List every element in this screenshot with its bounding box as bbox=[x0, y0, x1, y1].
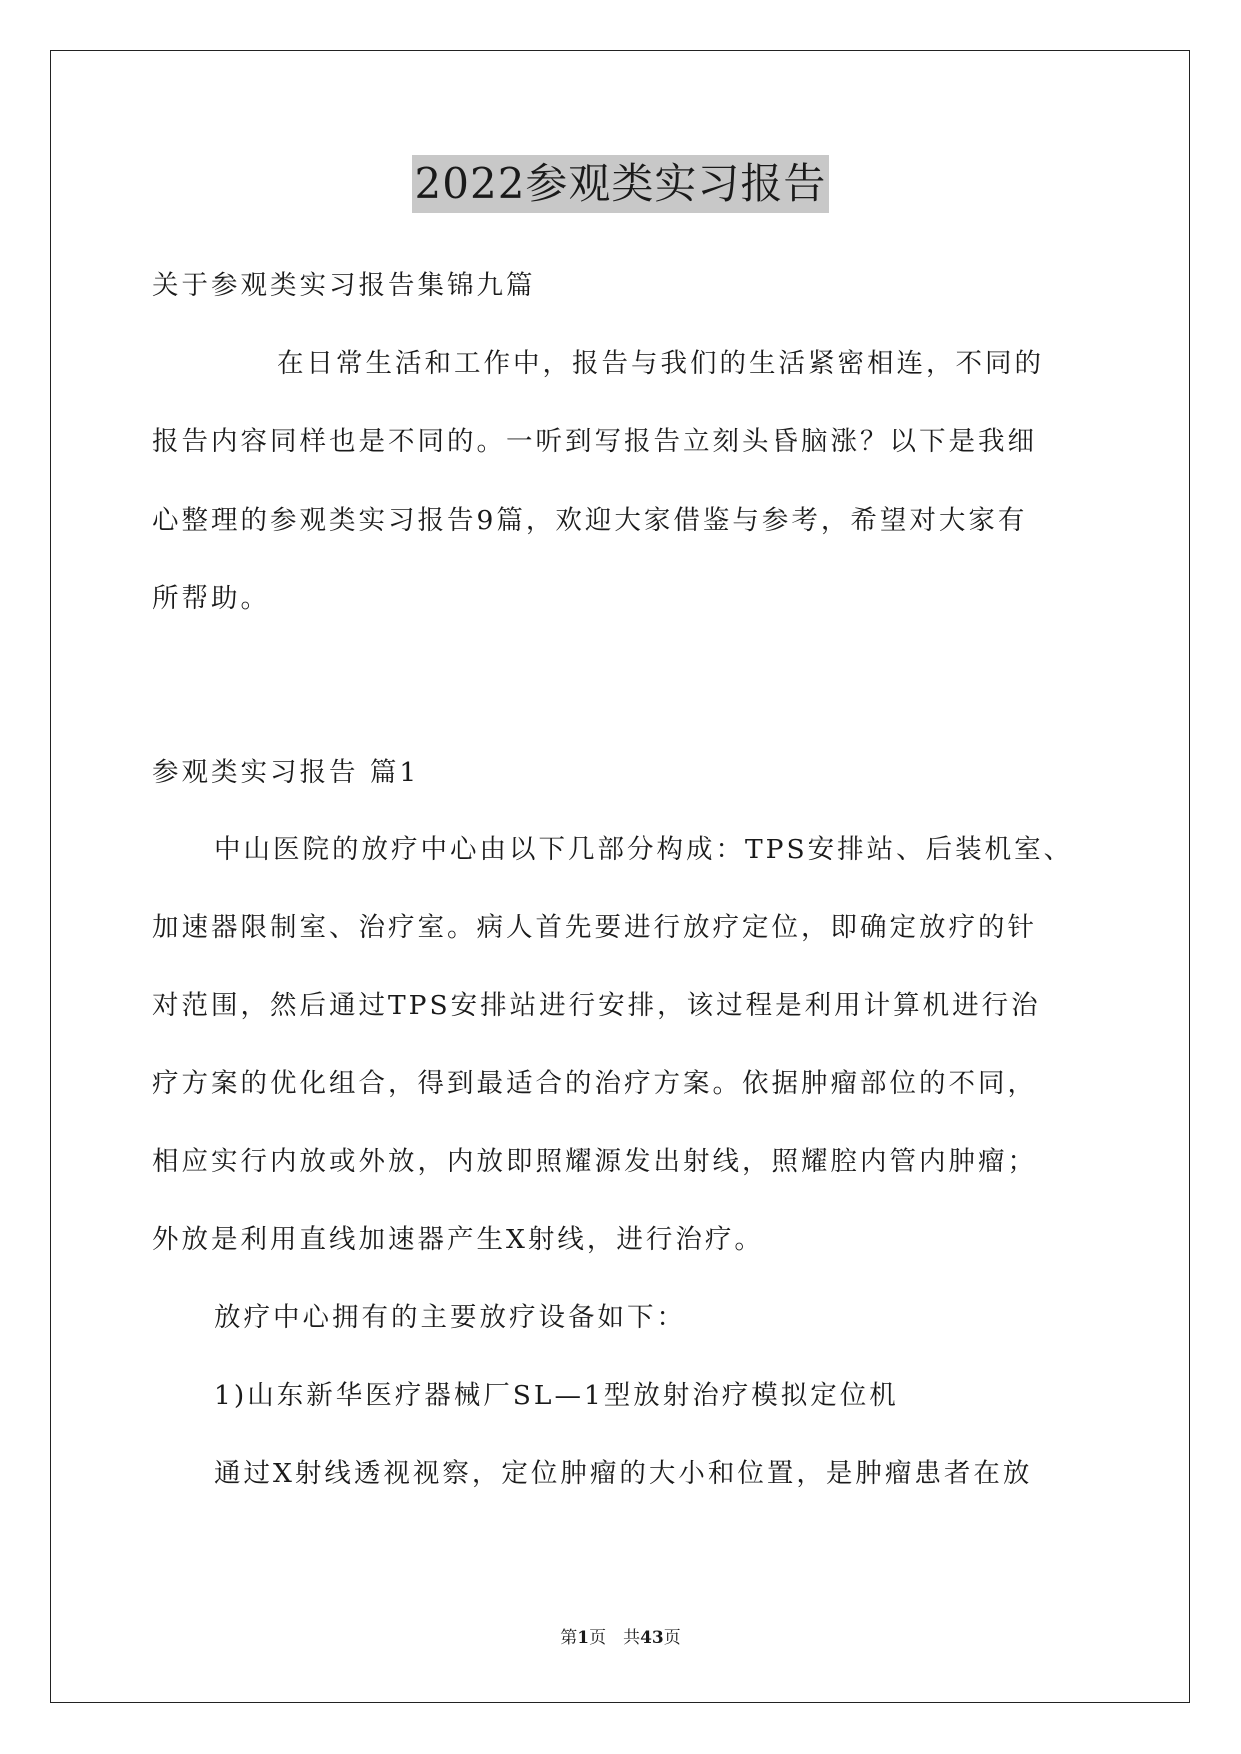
intro-line: 在日常生活和工作中，报告与我们的生活紧密相连，不同的 bbox=[277, 348, 1044, 379]
footer-suffix: 页 bbox=[663, 1628, 681, 1648]
subtitle: 关于参观类实习报告集锦九篇 bbox=[152, 270, 536, 301]
body-line: 放疗中心拥有的主要放疗设备如下： bbox=[214, 1302, 686, 1333]
intro-line: 报告内容同样也是不同的。一听到写报告立刻头昏脑涨？以下是我细 bbox=[152, 426, 1037, 457]
page-footer bbox=[0, 1626, 1241, 1650]
body-line: 加速器限制室、治疗室。病人首先要进行放疗定位，即确定放疗的针 bbox=[152, 912, 1037, 943]
title-container bbox=[0, 155, 1241, 213]
body-line: 相应实行内放或外放，内放即照耀源发出射线，照耀腔内管内肿瘤； bbox=[152, 1146, 1037, 1177]
body-line: 1)山东新华医疗器械厂SL—1型放射治疗模拟定位机 bbox=[214, 1380, 899, 1411]
footer-total-pages: 43 bbox=[640, 1628, 664, 1648]
body-line: 疗方案的优化组合，得到最适合的治疗方案。依据肿瘤部位的不同， bbox=[152, 1068, 1037, 1099]
body-line: 通过X射线透视视察，定位肿瘤的大小和位置，是肿瘤患者在放 bbox=[214, 1458, 1033, 1489]
intro-line: 心整理的参观类实习报告9篇，欢迎大家借鉴与参考，希望对大家有 bbox=[152, 505, 1028, 536]
footer-prefix: 第 bbox=[560, 1628, 578, 1648]
body-line: 中山医院的放疗中心由以下几部分构成：TPS安排站、后装机室、 bbox=[214, 834, 1074, 865]
body-line: 对范围，然后通过TPS安排站进行安排，该过程是利用计算机进行治 bbox=[152, 990, 1041, 1021]
section-heading: 参观类实习报告 篇1 bbox=[152, 757, 420, 788]
document-title: 2022参观类实习报告 bbox=[412, 155, 830, 213]
intro-line: 所帮助。 bbox=[152, 583, 270, 614]
footer-middle: 页 共 bbox=[589, 1628, 641, 1648]
footer-page-number: 1 bbox=[577, 1628, 590, 1648]
body-line: 外放是利用直线加速器产生X射线，进行治疗。 bbox=[152, 1224, 764, 1255]
